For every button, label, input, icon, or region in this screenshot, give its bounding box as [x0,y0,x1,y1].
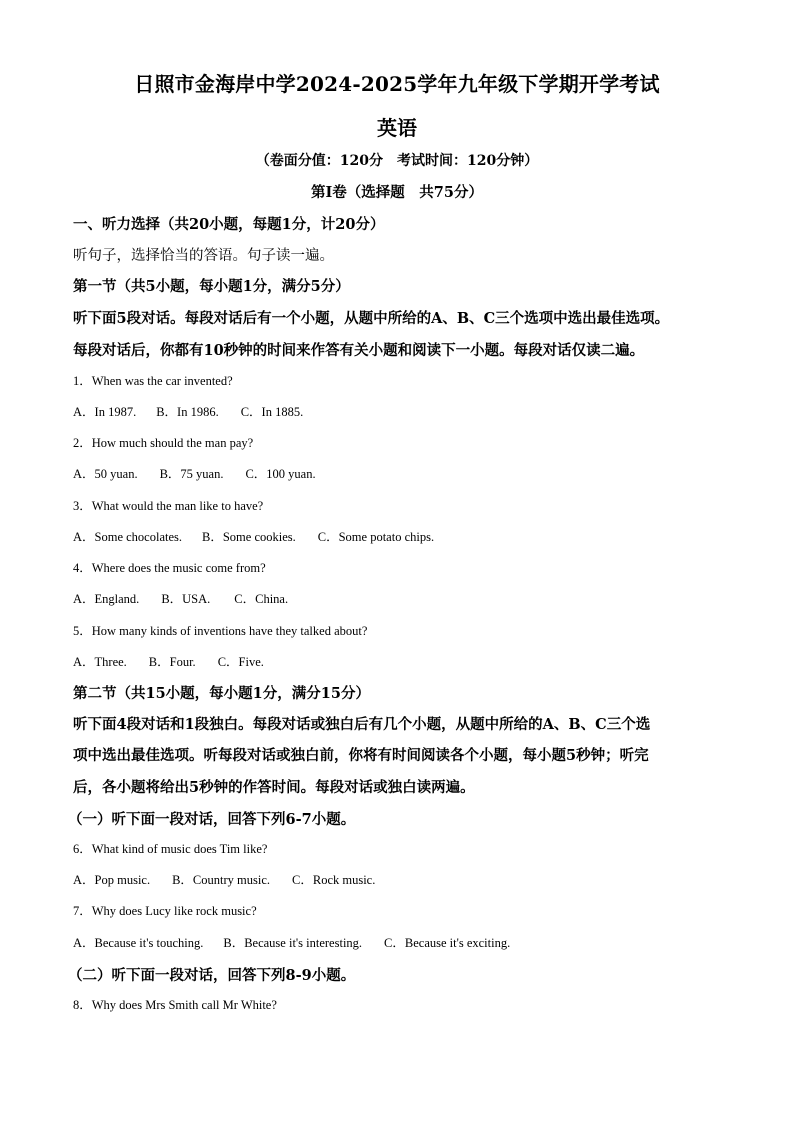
question-4: 4．Where does the music come from? [73,561,266,575]
question-3-options [73,527,434,545]
option-b: B．In 1986. [156,405,219,419]
exam-title: 日照市金海岸中学2024-2025学年九年级下学期开学考试 [134,72,660,96]
option-a: A．England. [73,592,140,606]
option-b: B．Country music. [172,873,271,887]
question-1-options [73,402,303,420]
option-a: A．Three. [73,655,127,669]
option-c: C．In 1885. [240,405,304,419]
option-a: A．Pop music. [73,873,151,887]
question-2: 2．How much should the man pay? [73,436,254,450]
part2-heading: 第二节（共15小题，每小题1分，满分15分） [73,685,370,702]
option-c: C．China. [234,592,289,606]
question-5: 5．How many kinds of inventions have they talked about? [73,624,368,638]
sub-section-1: （一）听下面一段对话，回答下列6-7小题。 [68,811,356,828]
score-time-line: （卷面分值：120分 考试时间：120分钟） [255,153,539,169]
option-b: B．Four. [148,655,196,669]
question-7: 7．Why does Lucy like rock music? [73,904,257,918]
option-c: C．Rock music. [292,873,376,887]
section1-heading: 一、听力选择（共20小题，每题1分，计20分） [73,216,385,233]
subject-title: 英语 [377,116,417,140]
question-8: 8．Why does Mrs Smith call Mr White? [73,998,277,1012]
option-c: C．Some potato chips. [317,530,435,544]
option-a: A．Some chocolates. [73,530,183,544]
part1-heading: 第一节（共5小题，每小题1分，满分5分） [73,278,350,295]
part2-desc-line2: 项中选出最佳选项。听每段对话或独白前，你将有时间阅读各个小题，每小题5秒钟；听完 [73,747,649,764]
question-6: 6．What kind of music does Tim like? [73,842,268,856]
option-a: A．Because it's touching. [73,936,204,950]
part2-desc-line3: 后，各小题将给出5秒钟的作答时间。每段对话或独白读两遍。 [73,779,475,796]
sub-section-2: （二）听下面一段对话，回答下列8-9小题。 [68,967,356,984]
part1-desc-line1: 听下面5段对话。每段对话后有一个小题，从题中所给的A、B、C三个选项中选出最佳选项。 [73,310,670,327]
option-b: B．75 yuan. [159,467,224,481]
question-1: 1．When was the car invented? [73,374,233,388]
question-6-options [73,870,375,888]
question-4-options [73,589,288,607]
option-b: B．Because it's interesting. [223,936,363,950]
part1-desc-line2: 每段对话后，你都有10秒钟的时间来作答有关小题和阅读下一小题。每段对话仅读二遍。 [73,342,645,359]
option-c: C．Five. [217,655,264,669]
question-2-options [73,464,316,482]
option-c: C．100 yuan. [245,467,316,481]
part2-desc-line1: 听下面4段对话和1段独白。每段对话或独白后有几个小题，从题中所给的A、B、C三个选 [73,716,651,733]
question-7-options [73,933,510,951]
question-3: 3．What would the man like to have? [73,499,264,513]
option-b: B．Some cookies. [202,530,296,544]
question-5-options [73,652,264,670]
option-c: C．Because it's exciting. [384,936,511,950]
volume-heading: 第I卷（选择题 共75分） [311,184,483,201]
option-a: A．50 yuan. [73,467,138,481]
option-b: B．USA. [161,592,211,606]
option-a: A．In 1987. [73,405,137,419]
section1-instruction: 听句子，选择恰当的答语。句子读一遍。 [73,248,334,264]
